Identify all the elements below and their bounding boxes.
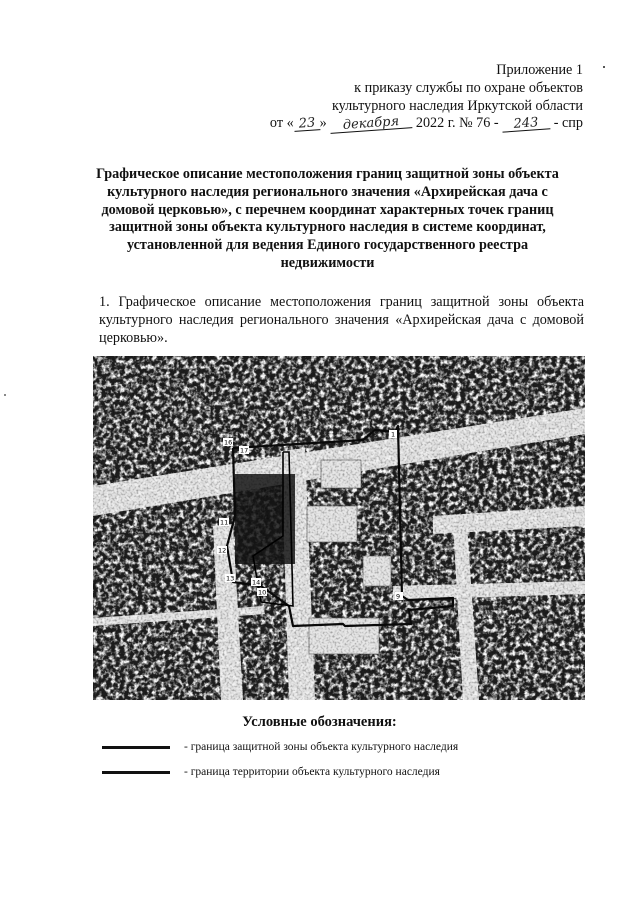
- svg-text:10: 10: [258, 588, 267, 597]
- aerial-map: [93, 356, 585, 700]
- svg-text:11: 11: [220, 518, 229, 527]
- legend-item-protective-zone: [102, 741, 458, 753]
- svg-text:9: 9: [396, 592, 401, 601]
- map-point-label: [389, 430, 397, 439]
- year-and-number: 2022 г. № 76 -: [415, 115, 499, 132]
- svg-text:17: 17: [240, 446, 249, 455]
- appendix-label: Приложение 1: [496, 62, 583, 78]
- svg-text:1: 1: [391, 430, 396, 439]
- svg-text:14: 14: [252, 578, 261, 587]
- map-point-label: [223, 438, 233, 447]
- date-mid: »: [319, 115, 327, 132]
- order-reference: к приказу службы по охране объектов: [354, 79, 583, 96]
- map-point-label: [217, 546, 227, 555]
- issuing-authority: культурного наследия Иркутской области: [331, 97, 583, 114]
- legend-line-swatch: [102, 746, 170, 749]
- map-point-label: [219, 518, 229, 527]
- section-1-paragraph: [99, 294, 584, 347]
- section-text: Графическое описание местоположения границ защитной зоны объекта культурного наследия регионального значения «Архирейская дача с домовой церковью».: [99, 294, 585, 346]
- legend-line-swatch: [102, 771, 170, 774]
- section-number: 1.: [99, 294, 110, 310]
- svg-text:16: 16: [224, 438, 233, 447]
- handwritten-day: 23: [293, 117, 320, 133]
- scan-mark: [4, 394, 6, 396]
- handwritten-month: декабря: [330, 115, 413, 135]
- handwritten-order-number: 243: [502, 116, 551, 133]
- legend-title: Условные обозначения:: [242, 714, 397, 730]
- document-title: Графическое описание местоположения границ защитной зоны объекта культурного наследия регионального значения «Архирейская дача с домовой церковью», с перечнем координат характерных точек границ защитной зоны объекта культурного наследия в системе координат, установленной для ведения Единого государственного реестра недвижимости: [96, 166, 559, 271]
- legend-item-object-territory: [102, 766, 440, 778]
- svg-text:13: 13: [226, 574, 235, 583]
- map-point-label: [395, 592, 403, 601]
- legend-label: - граница территории объекта культурного наследия: [184, 766, 440, 778]
- map-point-label: [225, 574, 235, 583]
- scan-mark: [603, 66, 605, 68]
- order-date-line: [270, 115, 583, 133]
- map-point-label: [257, 588, 267, 597]
- map-point-label: [239, 446, 249, 455]
- map-point-label: [251, 578, 261, 587]
- legend-label: - граница защитной зоны объекта культурного наследия: [184, 741, 459, 753]
- svg-text:12: 12: [218, 546, 227, 555]
- aerial-map-image: [93, 356, 585, 700]
- date-prefix: от «: [269, 115, 294, 132]
- appendix-header: [270, 62, 583, 133]
- order-suffix: - спр: [553, 115, 583, 132]
